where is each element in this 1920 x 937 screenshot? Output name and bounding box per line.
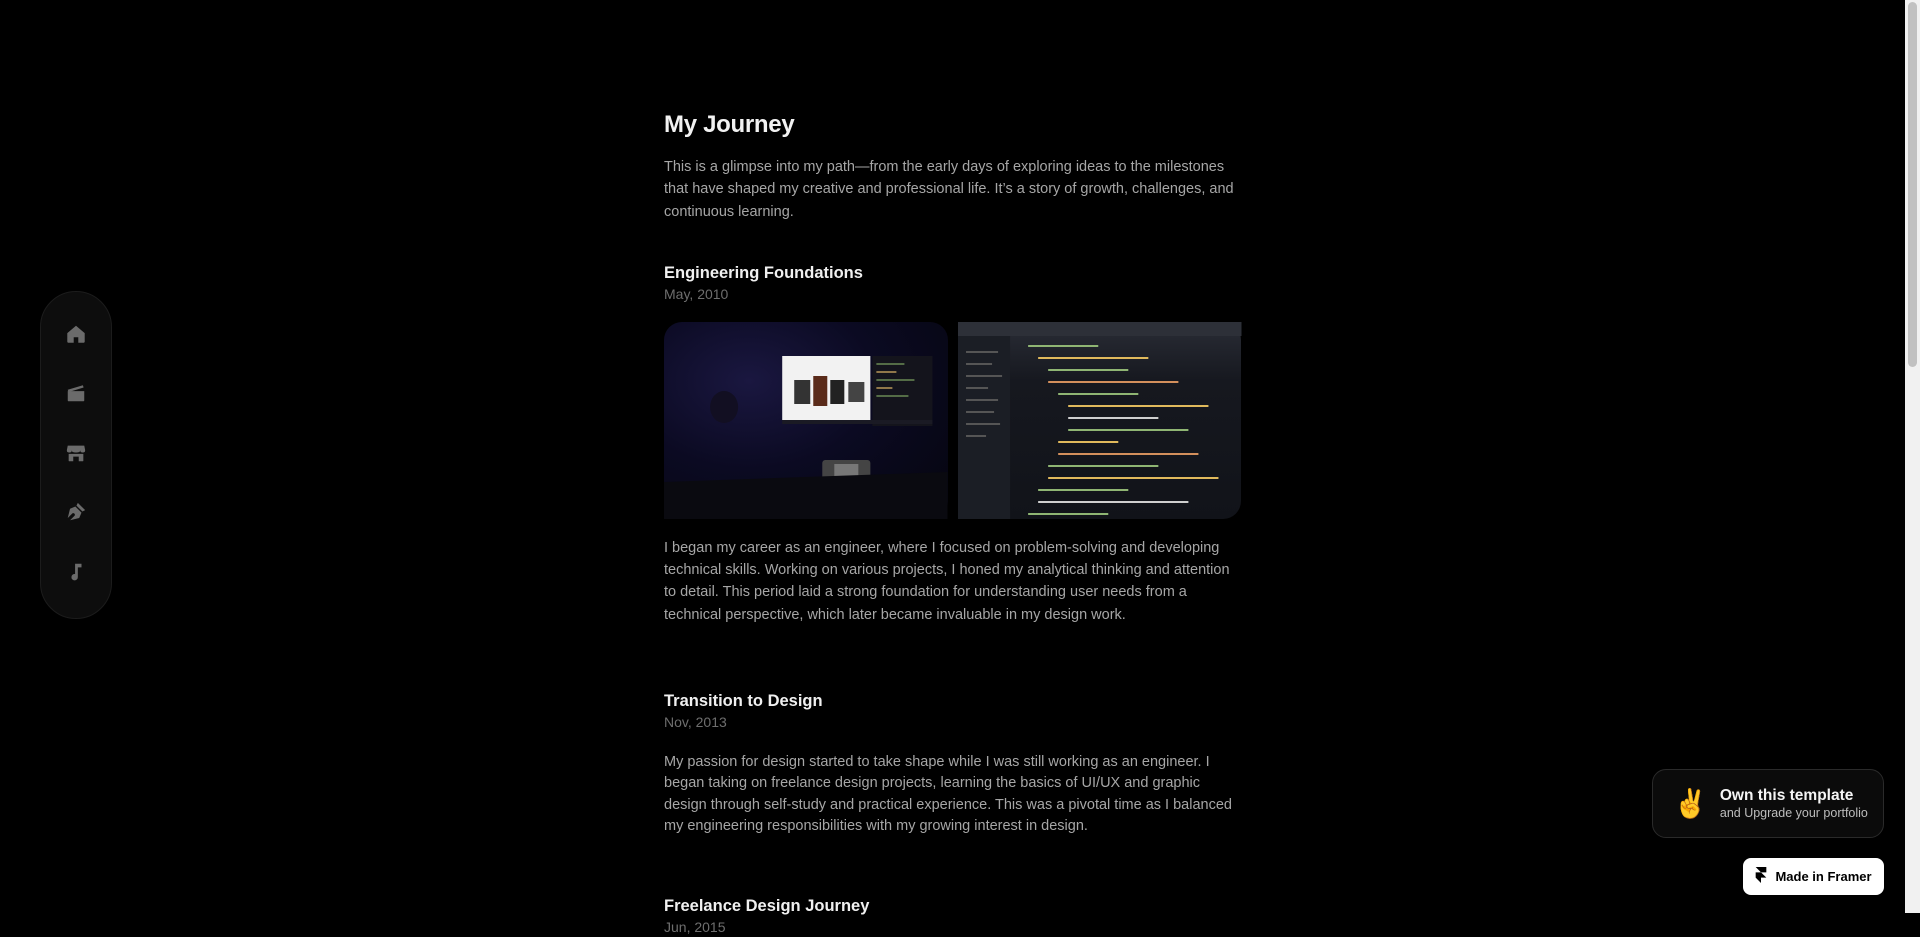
promo-subtitle: and Upgrade your portfolio	[1719, 806, 1868, 820]
badge-label: Made in Framer	[1775, 869, 1872, 884]
timeline-entry-engineering	[664, 262, 1244, 626]
timeline-entry-freelance	[664, 895, 1244, 937]
framer-logo-icon	[1755, 867, 1767, 886]
entry-title: Transition to Design	[664, 692, 823, 711]
journey-content	[664, 110, 1244, 937]
victory-hand-icon: ✌️	[1673, 787, 1708, 819]
music-note-icon	[65, 561, 87, 588]
entry-body: I began my career as an engineer, where I focused on problem-solving and developing technical skills. Working on various projects, I honed my analytical thinking and attention to detail. This period laid a strong foundation for understanding user needs from a technical perspective, which later became invaluable in my design work.	[664, 539, 1230, 623]
desk-monitor-photo	[664, 322, 948, 519]
entry-date: Jun, 2015	[664, 919, 726, 936]
scrollbar-thumb[interactable]	[1908, 2, 1917, 367]
entry-date: Nov, 2013	[664, 714, 727, 731]
home-icon	[65, 323, 87, 350]
promo-text	[1720, 786, 1868, 821]
sidebar-item-store[interactable]	[56, 435, 96, 475]
intro-text: This is a glimpse into my path—from the early days of exploring ideas to the milestones that have shaped my creative and professional life. It’s a story of growth, challenges, and continuous learning.	[664, 159, 1234, 220]
made-in-framer-badge[interactable]	[1743, 858, 1884, 895]
promo-title: Own this template	[1719, 787, 1854, 804]
entry-title: Engineering Foundations	[664, 263, 863, 282]
sidebar-nav	[40, 291, 112, 619]
clapperboard-icon	[65, 382, 87, 409]
desk-monitor-illustration	[664, 322, 948, 519]
entry-date: May, 2010	[664, 285, 729, 302]
page-title: My Journey	[664, 111, 795, 138]
page-scrollbar[interactable]	[1905, 0, 1920, 913]
sidebar-item-design[interactable]	[56, 495, 96, 535]
own-template-card[interactable]	[1652, 769, 1884, 838]
entry-body: My passion for design started to take shape while I was still working as an engineer. I began taking on freelance design projects, learning the basics of UI/UX and graphic design through self-study and practical experience. This was a pivotal time as I balanced my engineering responsibilities with my growing interest in design.	[664, 754, 1232, 834]
store-icon	[65, 442, 87, 469]
sidebar-item-projects[interactable]	[56, 376, 96, 416]
timeline-entry-transition	[664, 690, 1244, 837]
sidebar-item-music[interactable]	[56, 554, 96, 594]
code-editor-photo	[958, 322, 1242, 519]
code-editor-illustration	[958, 322, 1242, 519]
sidebar-item-home[interactable]	[56, 316, 96, 356]
image-gallery	[664, 322, 1241, 519]
pen-nib-icon	[65, 501, 87, 528]
entry-title: Freelance Design Journey	[664, 897, 870, 916]
